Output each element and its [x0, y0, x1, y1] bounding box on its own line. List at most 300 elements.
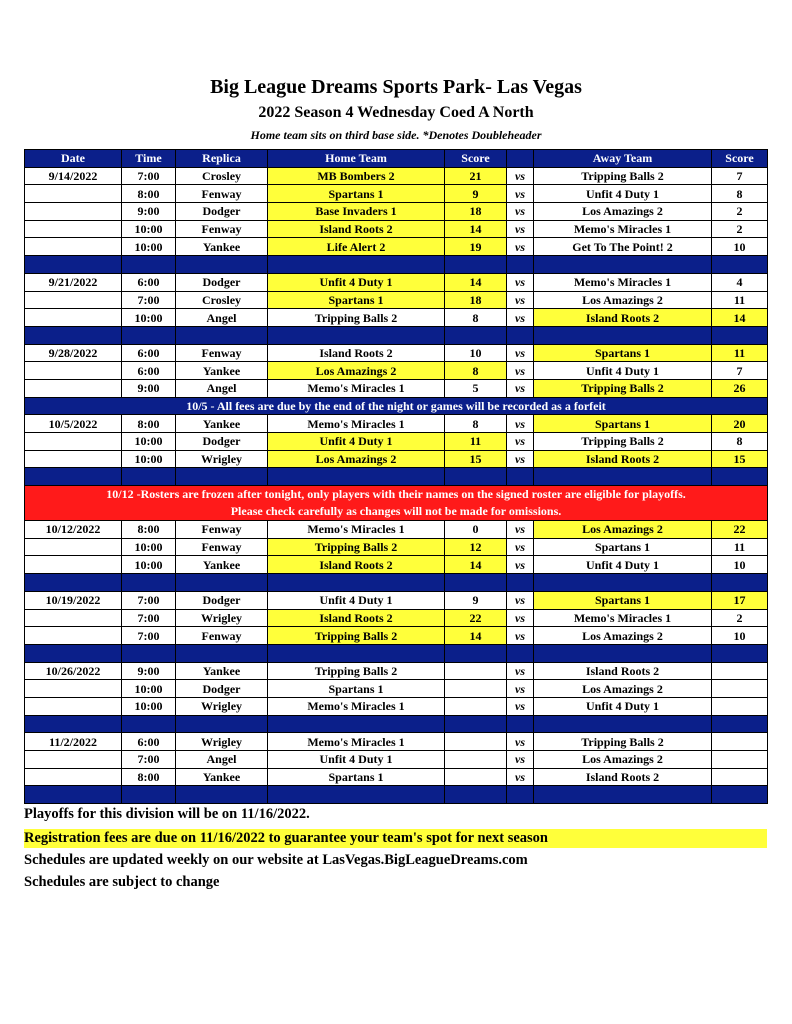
- notice-line: 10/5 - All fees are due by the end of the night or games will be recorded as a forfeit: [186, 398, 606, 413]
- away-team: Spartans 1: [534, 415, 712, 433]
- away-team: Island Roots 2: [534, 309, 712, 327]
- game-date: [25, 697, 122, 715]
- game-time: 10:00: [122, 680, 176, 698]
- divider-cell: [122, 468, 176, 486]
- divider-cell: [534, 786, 712, 804]
- vs-label: vs: [507, 344, 534, 362]
- home-team: Los Amazings 2: [268, 450, 445, 468]
- divider-cell: [534, 468, 712, 486]
- game-time: 9:00: [122, 662, 176, 680]
- vs-label: vs: [507, 167, 534, 185]
- away-score: 7: [712, 362, 768, 380]
- divider-cell: [712, 256, 768, 274]
- away-score: 10: [712, 238, 768, 256]
- game-row: [25, 697, 768, 715]
- home-team: Memo's Miracles 1: [268, 733, 445, 751]
- away-team: Get To The Point! 2: [534, 238, 712, 256]
- vs-label: vs: [507, 556, 534, 574]
- game-field: Fenway: [176, 521, 268, 539]
- home-team: Spartans 1: [268, 185, 445, 203]
- game-row: [25, 538, 768, 556]
- game-row: [25, 768, 768, 786]
- game-row: [25, 751, 768, 769]
- schedule-table: [24, 149, 768, 804]
- home-team: Island Roots 2: [268, 556, 445, 574]
- divider-cell: [534, 574, 712, 592]
- vs-label: vs: [507, 538, 534, 556]
- game-row: [25, 203, 768, 221]
- game-time: 8:00: [122, 768, 176, 786]
- game-row: [25, 521, 768, 539]
- game-field: Angel: [176, 751, 268, 769]
- game-time: 10:00: [122, 433, 176, 451]
- away-team: Memo's Miracles 1: [534, 609, 712, 627]
- divider-cell: [507, 786, 534, 804]
- away-score: 11: [712, 344, 768, 362]
- game-date: [25, 185, 122, 203]
- game-field: Fenway: [176, 538, 268, 556]
- notice-line: Please check carefully as changes will not be made for omissions.: [230, 504, 562, 519]
- page-subtitle: 2022 Season 4 Wednesday Coed A North: [258, 104, 534, 121]
- game-time: 10:00: [122, 697, 176, 715]
- game-field: Crosley: [176, 291, 268, 309]
- divider-cell: [122, 715, 176, 733]
- vs-label: vs: [507, 751, 534, 769]
- vs-label: vs: [507, 733, 534, 751]
- roster-notice-row: [25, 486, 768, 521]
- away-team: Unfit 4 Duty 1: [534, 697, 712, 715]
- home-team: Unfit 4 Duty 1: [268, 273, 445, 291]
- vs-label: vs: [507, 203, 534, 221]
- away-score: 26: [712, 379, 768, 397]
- away-score: 2: [712, 203, 768, 221]
- home-score: 0: [445, 521, 507, 539]
- game-field: Wrigley: [176, 450, 268, 468]
- away-score: 8: [712, 185, 768, 203]
- game-date: [25, 238, 122, 256]
- away-score: 7: [712, 167, 768, 185]
- game-row: [25, 609, 768, 627]
- divider-cell: [176, 574, 268, 592]
- home-score: 22: [445, 609, 507, 627]
- divider-cell: [25, 256, 122, 274]
- game-row: [25, 220, 768, 238]
- website-note: Schedules are updated weekly on our website at LasVegas.BigLeagueDreams.com: [24, 852, 528, 868]
- divider-cell: [507, 468, 534, 486]
- game-time: 9:00: [122, 203, 176, 221]
- away-team: Island Roots 2: [534, 450, 712, 468]
- game-date: [25, 291, 122, 309]
- game-time: 10:00: [122, 309, 176, 327]
- game-date: 10/5/2022: [25, 415, 122, 433]
- away-team: Los Amazings 2: [534, 751, 712, 769]
- home-score: [445, 733, 507, 751]
- divider-cell: [25, 468, 122, 486]
- game-time: 7:00: [122, 751, 176, 769]
- game-date: 10/26/2022: [25, 662, 122, 680]
- game-row: [25, 662, 768, 680]
- divider-cell: [268, 786, 445, 804]
- game-row: [25, 309, 768, 327]
- game-row: [25, 450, 768, 468]
- away-team: Los Amazings 2: [534, 521, 712, 539]
- week-divider-row: [25, 574, 768, 592]
- home-score: 12: [445, 538, 507, 556]
- game-row: [25, 362, 768, 380]
- game-date: [25, 538, 122, 556]
- vs-label: vs: [507, 291, 534, 309]
- divider-cell: [712, 644, 768, 662]
- home-team: Unfit 4 Duty 1: [268, 433, 445, 451]
- game-row: [25, 291, 768, 309]
- game-time: 8:00: [122, 415, 176, 433]
- home-score: 14: [445, 273, 507, 291]
- divider-cell: [122, 644, 176, 662]
- divider-cell: [268, 715, 445, 733]
- game-field: Dodger: [176, 433, 268, 451]
- divider-cell: [507, 715, 534, 733]
- divider-cell: [507, 326, 534, 344]
- away-score: 10: [712, 627, 768, 645]
- away-team: Unfit 4 Duty 1: [534, 185, 712, 203]
- home-score: 18: [445, 203, 507, 221]
- home-team: Island Roots 2: [268, 344, 445, 362]
- game-date: [25, 450, 122, 468]
- home-team-note: Home team sits on third base side. *Denotes Doubleheader: [250, 128, 542, 142]
- divider-cell: [445, 644, 507, 662]
- away-team: Los Amazings 2: [534, 203, 712, 221]
- week-divider-row: [25, 715, 768, 733]
- home-team: Tripping Balls 2: [268, 538, 445, 556]
- away-team: Spartans 1: [534, 538, 712, 556]
- col-home-team: Home Team: [268, 150, 445, 168]
- away-score: 4: [712, 273, 768, 291]
- home-team: Island Roots 2: [268, 609, 445, 627]
- away-score: [712, 768, 768, 786]
- vs-label: vs: [507, 185, 534, 203]
- divider-cell: [507, 644, 534, 662]
- game-field: Dodger: [176, 680, 268, 698]
- divider-cell: [176, 644, 268, 662]
- game-row: [25, 273, 768, 291]
- vs-label: vs: [507, 627, 534, 645]
- home-team: Spartans 1: [268, 680, 445, 698]
- home-team: MB Bombers 2: [268, 167, 445, 185]
- away-team: Tripping Balls 2: [534, 433, 712, 451]
- col-date: Date: [25, 150, 122, 168]
- divider-cell: [445, 715, 507, 733]
- col-vs: [507, 150, 534, 168]
- away-score: 2: [712, 609, 768, 627]
- vs-label: vs: [507, 433, 534, 451]
- divider-cell: [534, 715, 712, 733]
- game-time: 6:00: [122, 362, 176, 380]
- page-title: Big League Dreams Sports Park- Las Vegas: [210, 76, 582, 98]
- game-time: 10:00: [122, 556, 176, 574]
- home-team: Spartans 1: [268, 768, 445, 786]
- home-score: 11: [445, 433, 507, 451]
- notice-text: [25, 486, 768, 521]
- col-time: Time: [122, 150, 176, 168]
- home-team: Memo's Miracles 1: [268, 697, 445, 715]
- game-time: 7:00: [122, 627, 176, 645]
- away-score: 22: [712, 521, 768, 539]
- game-field: Dodger: [176, 273, 268, 291]
- away-team: Memo's Miracles 1: [534, 273, 712, 291]
- divider-cell: [268, 326, 445, 344]
- game-time: 8:00: [122, 521, 176, 539]
- week-divider-row: [25, 256, 768, 274]
- change-note: Schedules are subject to change: [24, 874, 220, 890]
- game-date: [25, 609, 122, 627]
- home-team: Unfit 4 Duty 1: [268, 591, 445, 609]
- home-score: 19: [445, 238, 507, 256]
- divider-cell: [534, 256, 712, 274]
- away-team: Tripping Balls 2: [534, 733, 712, 751]
- game-date: 9/28/2022: [25, 344, 122, 362]
- home-score: 8: [445, 415, 507, 433]
- divider-cell: [712, 574, 768, 592]
- game-row: [25, 238, 768, 256]
- game-row: [25, 167, 768, 185]
- home-score: 14: [445, 220, 507, 238]
- game-time: 10:00: [122, 538, 176, 556]
- away-team: Spartans 1: [534, 344, 712, 362]
- vs-label: vs: [507, 220, 534, 238]
- game-field: Fenway: [176, 220, 268, 238]
- game-row: [25, 627, 768, 645]
- game-date: 10/19/2022: [25, 591, 122, 609]
- game-date: [25, 220, 122, 238]
- home-team: Memo's Miracles 1: [268, 379, 445, 397]
- game-row: [25, 556, 768, 574]
- game-time: 8:00: [122, 185, 176, 203]
- col-home-score: Score: [445, 150, 507, 168]
- vs-label: vs: [507, 362, 534, 380]
- home-score: 14: [445, 556, 507, 574]
- home-team: Tripping Balls 2: [268, 627, 445, 645]
- divider-cell: [25, 326, 122, 344]
- home-score: 8: [445, 309, 507, 327]
- away-score: [712, 751, 768, 769]
- home-team: Tripping Balls 2: [268, 309, 445, 327]
- divider-cell: [176, 786, 268, 804]
- game-time: 7:00: [122, 609, 176, 627]
- game-field: Yankee: [176, 768, 268, 786]
- game-row: [25, 379, 768, 397]
- game-date: [25, 433, 122, 451]
- week-divider-row: [25, 326, 768, 344]
- game-field: Wrigley: [176, 609, 268, 627]
- divider-cell: [25, 574, 122, 592]
- away-team: Tripping Balls 2: [534, 167, 712, 185]
- game-date: [25, 680, 122, 698]
- away-score: [712, 662, 768, 680]
- away-score: 11: [712, 538, 768, 556]
- divider-cell: [445, 468, 507, 486]
- away-team: Island Roots 2: [534, 768, 712, 786]
- vs-label: vs: [507, 591, 534, 609]
- game-field: Angel: [176, 309, 268, 327]
- game-field: Fenway: [176, 627, 268, 645]
- divider-cell: [534, 644, 712, 662]
- home-score: 10: [445, 344, 507, 362]
- col-away-score: Score: [712, 150, 768, 168]
- vs-label: vs: [507, 273, 534, 291]
- vs-label: vs: [507, 680, 534, 698]
- notice-text: [25, 397, 768, 415]
- away-team: Los Amazings 2: [534, 627, 712, 645]
- playoffs-note: Playoffs for this division will be on 11/16/2022.: [24, 806, 310, 822]
- away-score: [712, 733, 768, 751]
- divider-cell: [712, 786, 768, 804]
- divider-cell: [712, 715, 768, 733]
- divider-cell: [25, 786, 122, 804]
- week-divider-row: [25, 644, 768, 662]
- divider-cell: [445, 574, 507, 592]
- game-field: Yankee: [176, 238, 268, 256]
- game-date: 10/12/2022: [25, 521, 122, 539]
- divider-cell: [176, 468, 268, 486]
- game-date: [25, 362, 122, 380]
- game-row: [25, 733, 768, 751]
- home-score: [445, 768, 507, 786]
- game-field: Wrigley: [176, 697, 268, 715]
- vs-label: vs: [507, 238, 534, 256]
- divider-cell: [445, 256, 507, 274]
- home-score: [445, 680, 507, 698]
- divider-cell: [176, 715, 268, 733]
- home-team: Unfit 4 Duty 1: [268, 751, 445, 769]
- divider-cell: [122, 786, 176, 804]
- game-field: Yankee: [176, 362, 268, 380]
- away-score: [712, 697, 768, 715]
- game-time: 6:00: [122, 273, 176, 291]
- registration-note: Registration fees are due on 11/16/2022 to guarantee your team's spot for next season: [24, 829, 767, 848]
- col-replica: Replica: [176, 150, 268, 168]
- game-row: [25, 415, 768, 433]
- game-row: [25, 680, 768, 698]
- divider-cell: [25, 644, 122, 662]
- game-row: [25, 433, 768, 451]
- vs-label: vs: [507, 521, 534, 539]
- away-score: [712, 680, 768, 698]
- home-score: 18: [445, 291, 507, 309]
- game-field: Dodger: [176, 591, 268, 609]
- divider-cell: [534, 326, 712, 344]
- game-time: 7:00: [122, 291, 176, 309]
- away-team: Spartans 1: [534, 591, 712, 609]
- game-row: [25, 344, 768, 362]
- game-field: Wrigley: [176, 733, 268, 751]
- home-score: 9: [445, 591, 507, 609]
- week-divider-row: [25, 468, 768, 486]
- vs-label: vs: [507, 415, 534, 433]
- home-team: Life Alert 2: [268, 238, 445, 256]
- vs-label: vs: [507, 309, 534, 327]
- away-team: Unfit 4 Duty 1: [534, 556, 712, 574]
- divider-cell: [268, 256, 445, 274]
- home-score: 14: [445, 627, 507, 645]
- game-date: 11/2/2022: [25, 733, 122, 751]
- fee-notice-row: [25, 397, 768, 415]
- divider-cell: [268, 574, 445, 592]
- away-score: 17: [712, 591, 768, 609]
- vs-label: vs: [507, 379, 534, 397]
- game-date: [25, 768, 122, 786]
- game-time: 10:00: [122, 450, 176, 468]
- divider-cell: [122, 326, 176, 344]
- divider-cell: [445, 326, 507, 344]
- home-score: 5: [445, 379, 507, 397]
- game-row: [25, 185, 768, 203]
- away-score: 11: [712, 291, 768, 309]
- divider-cell: [445, 786, 507, 804]
- game-time: 6:00: [122, 344, 176, 362]
- notice-line: 10/12 -Rosters are frozen after tonight, only players with their names on the signed roster are eligible for playoffs.: [106, 487, 686, 502]
- game-date: [25, 379, 122, 397]
- game-row: [25, 591, 768, 609]
- home-team: Island Roots 2: [268, 220, 445, 238]
- home-score: [445, 751, 507, 769]
- away-score: 2: [712, 220, 768, 238]
- away-score: 10: [712, 556, 768, 574]
- divider-cell: [507, 256, 534, 274]
- game-date: [25, 627, 122, 645]
- away-team: Los Amazings 2: [534, 291, 712, 309]
- game-date: [25, 556, 122, 574]
- week-divider-row: [25, 786, 768, 804]
- home-team: Memo's Miracles 1: [268, 415, 445, 433]
- divider-cell: [25, 715, 122, 733]
- vs-label: vs: [507, 609, 534, 627]
- divider-cell: [507, 574, 534, 592]
- away-team: Unfit 4 Duty 1: [534, 362, 712, 380]
- divider-cell: [268, 644, 445, 662]
- game-field: Fenway: [176, 344, 268, 362]
- home-team: Spartans 1: [268, 291, 445, 309]
- game-time: 7:00: [122, 167, 176, 185]
- vs-label: vs: [507, 450, 534, 468]
- home-team: Base Invaders 1: [268, 203, 445, 221]
- game-time: 7:00: [122, 591, 176, 609]
- game-time: 10:00: [122, 220, 176, 238]
- divider-cell: [122, 574, 176, 592]
- away-score: 15: [712, 450, 768, 468]
- game-date: [25, 309, 122, 327]
- game-time: 9:00: [122, 379, 176, 397]
- home-score: [445, 697, 507, 715]
- divider-cell: [712, 468, 768, 486]
- col-away-team: Away Team: [534, 150, 712, 168]
- away-score: 8: [712, 433, 768, 451]
- divider-cell: [176, 256, 268, 274]
- home-score: 9: [445, 185, 507, 203]
- away-score: 20: [712, 415, 768, 433]
- away-team: Los Amazings 2: [534, 680, 712, 698]
- game-field: Crosley: [176, 167, 268, 185]
- home-team: Los Amazings 2: [268, 362, 445, 380]
- game-date: 9/21/2022: [25, 273, 122, 291]
- game-field: Yankee: [176, 415, 268, 433]
- game-date: [25, 751, 122, 769]
- divider-cell: [712, 326, 768, 344]
- divider-cell: [122, 256, 176, 274]
- game-date: [25, 203, 122, 221]
- home-team: Memo's Miracles 1: [268, 521, 445, 539]
- game-field: Yankee: [176, 662, 268, 680]
- game-field: Yankee: [176, 556, 268, 574]
